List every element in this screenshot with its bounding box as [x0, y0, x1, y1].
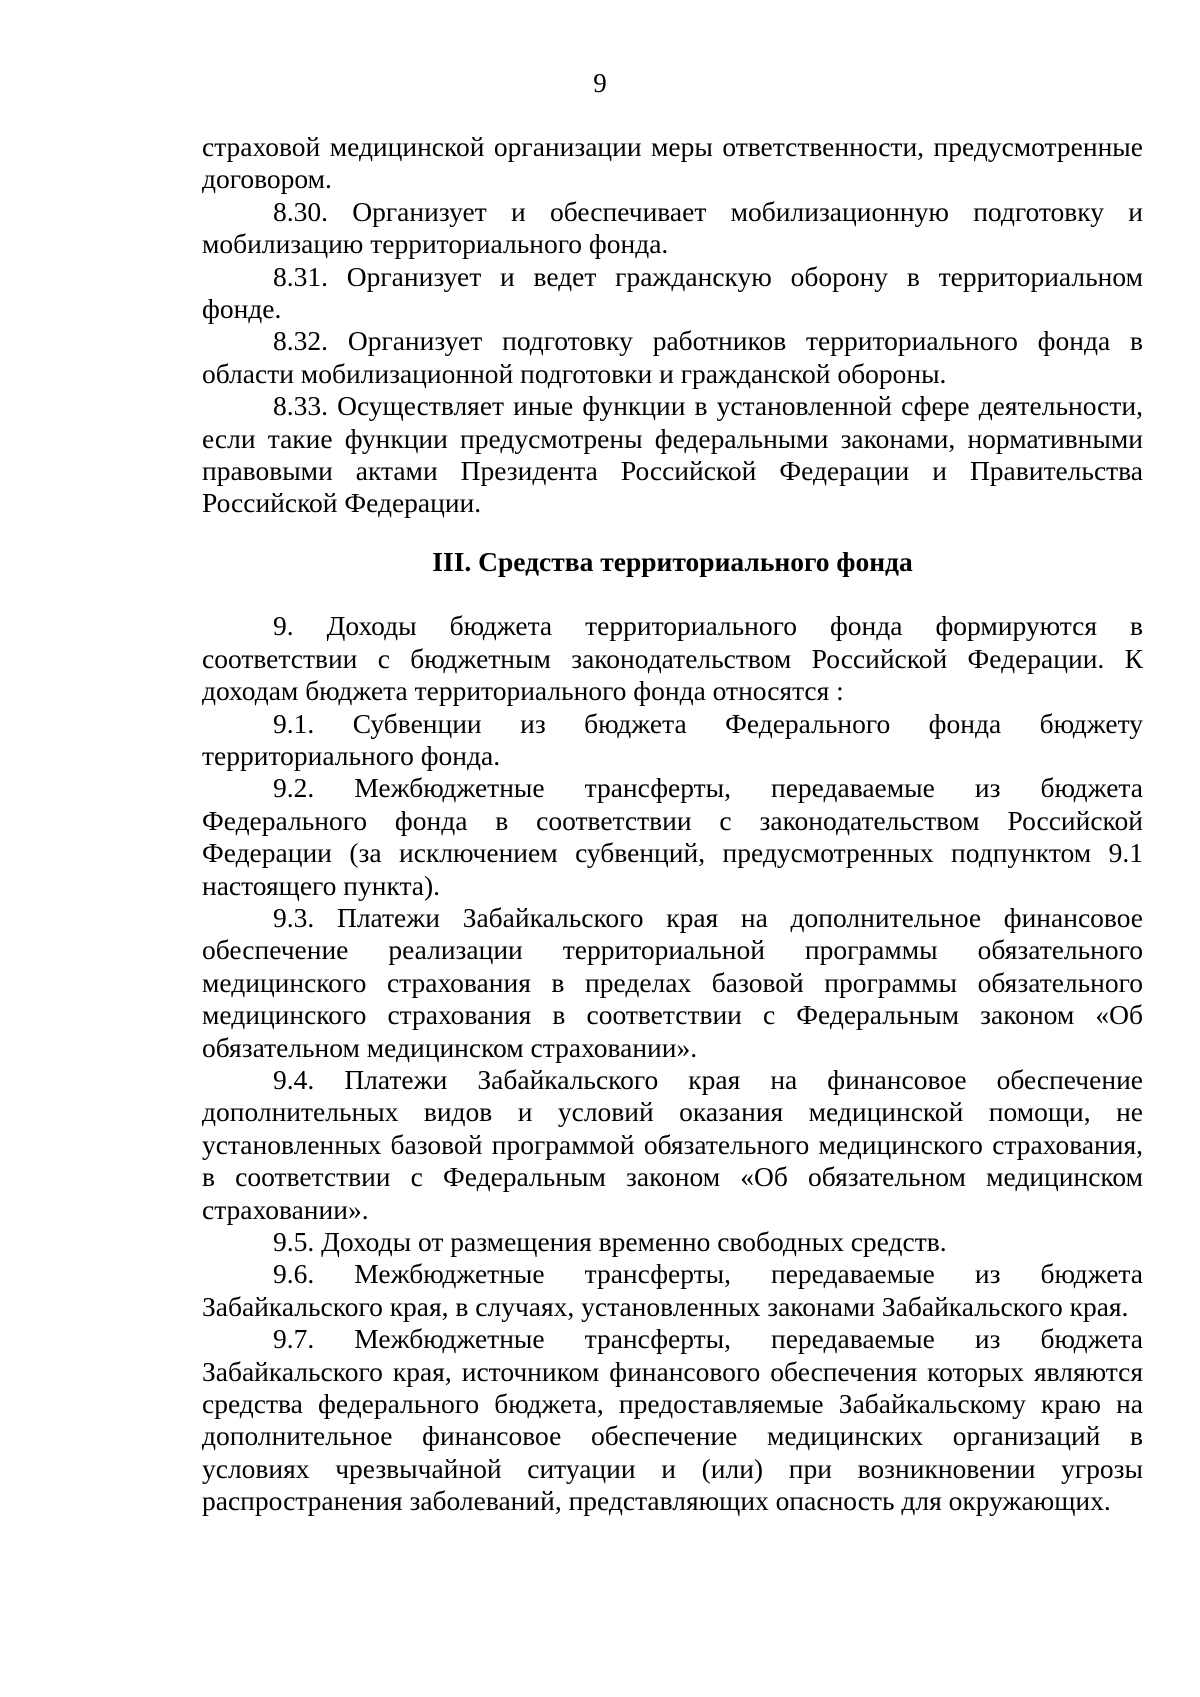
paragraph-continuation: страховой медицинской организации меры ответственности, предусмотренные договором. — [202, 131, 1143, 195]
paragraph-9-1: 9.1. Субвенции из бюджета Федерального фонда бюджету территориального фонда. — [202, 707, 1143, 771]
page-number: 9 — [593, 68, 607, 98]
paragraph-9-7: 9.7. Межбюджетные трансферты, передаваемые из бюджета Забайкальского края, источником финансового обеспечения которых являются средства федерального бюджета, предоставляемые Забайкальскому краю на дополнительное финансовое обеспечение медицинских организаций в условиях чрезвычайной ситуации и (или) при возникновении угрозы распространения заболеваний, представляющих опасность для окружающих. — [202, 1323, 1143, 1517]
paragraph-9-3: 9.3. Платежи Забайкальского края на дополнительное финансовое обеспечение реализации территориальной программы обязательного медицинского страхования в пределах базовой программы обязательного медицинского страхования в соответствии с Федеральным законом «Об обязательном медицинском страховании». — [202, 901, 1143, 1063]
paragraph-8-32: 8.32. Организует подготовку работников территориального фонда в области мобилизационной подготовки и гражданской обороны. — [202, 325, 1143, 389]
paragraph-9-6: 9.6. Межбюджетные трансферты, передаваемые из бюджета Забайкальского края, в случаях, установленных законами Забайкальского края. — [202, 1258, 1143, 1322]
paragraph-8-33: 8.33. Осуществляет иные функции в установленной сфере деятельности, если такие функции предусмотрены федеральными законами, нормативными правовыми актами Президента Российской Федерации и Правительства Российской Федерации. — [202, 390, 1143, 519]
paragraph-8-31: 8.31. Организует и ведет гражданскую оборону в территориальном фонде. — [202, 260, 1143, 325]
paragraph-9-5: 9.5. Доходы от размещения временно свободных средств. — [273, 1226, 947, 1257]
document-body — [202, 131, 1143, 1518]
paragraph-9: 9. Доходы бюджета территориального фонда формируются в соответствии с бюджетным законодательством Российской Федерации. К доходам бюджета территориального фонда относятся : — [202, 610, 1143, 707]
paragraph-9-4: 9.4. Платежи Забайкальского края на финансовое обеспечение дополнительных видов и условий оказания медицинской помощи, не установленных базовой программой обязательного медицинского страхования, в соответствии с Федеральным законом «Об обязательном медицинском страховании». — [202, 1063, 1143, 1225]
section-heading: III. Средства территориального фонда — [432, 545, 913, 577]
paragraph-8-30: 8.30. Организует и обеспечивает мобилизационную подготовку и мобилизацию территориального фонда. — [202, 195, 1143, 260]
paragraph-9-2: 9.2. Межбюджетные трансферты, передаваемые из бюджета Федерального фонда в соответствии с законодательством Российской Федерации (за исключением субвенций, предусмотренных подпунктом 9.1 настоящего пункта). — [202, 772, 1143, 901]
